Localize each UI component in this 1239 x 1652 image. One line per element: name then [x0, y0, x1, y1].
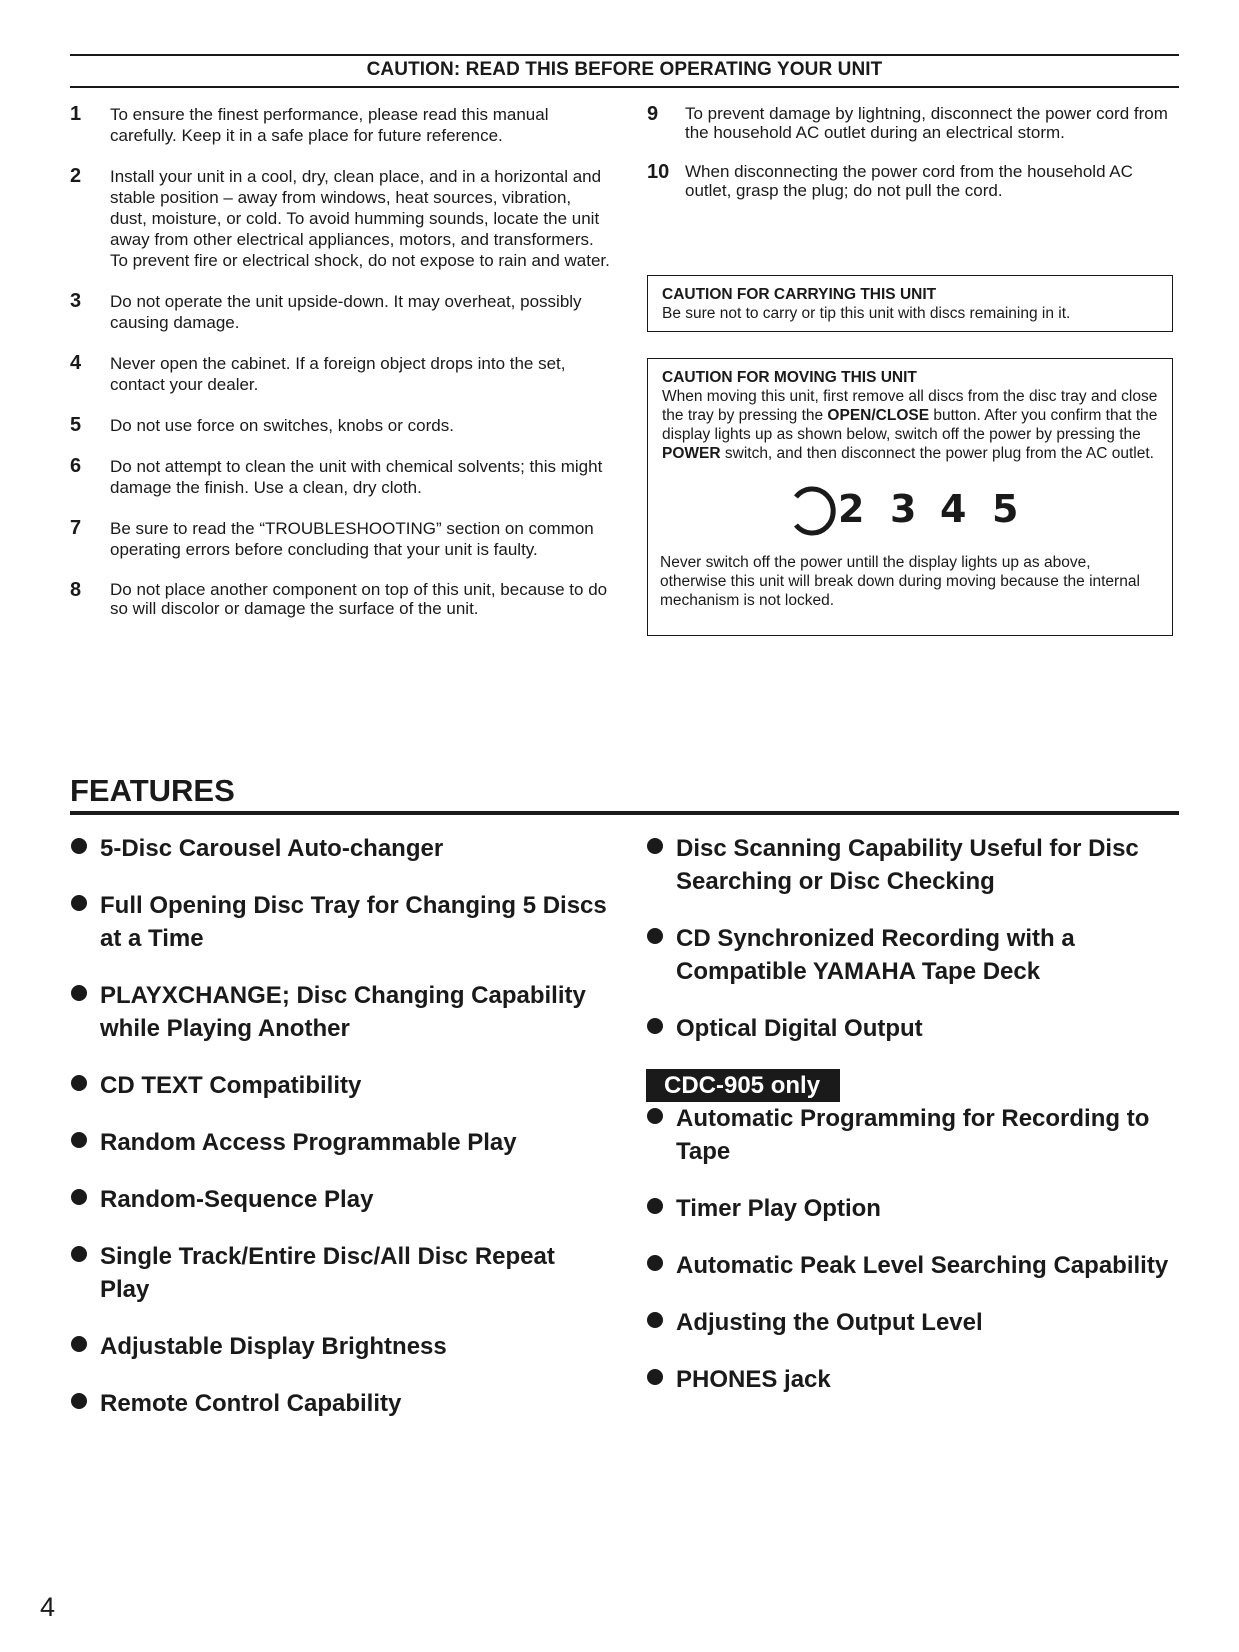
bullet-icon: [71, 895, 87, 911]
move-text-1: When moving this unit, first remove all discs from the disc tray and close the tray by pressing the: [662, 388, 1158, 424]
display-digit: 3: [890, 487, 917, 531]
caution-carrying-box: [647, 275, 1173, 332]
item-text: Install your unit in a cool, dry, clean place, and in a horizontal and stable position – away from windows, heat sources, vibration, dust, moisture, or cold. To avoid humming sounds, locate the unit away from other electrical appliances, motors, and transformers. To prevent fire or electrical shock, do not expose to rain and water.: [110, 167, 610, 270]
feature-item: [70, 1069, 610, 1102]
feature-item: [646, 1249, 1186, 1282]
caution-item: [647, 162, 1179, 200]
feature-item: [70, 1126, 610, 1159]
caution-list-right: [647, 104, 1179, 220]
feature-item: [646, 1192, 1186, 1225]
caution-list-left: [70, 104, 610, 638]
bullet-icon: [71, 1132, 87, 1148]
move-box-title: CAUTION FOR MOVING THIS UNIT: [662, 369, 917, 386]
caution-item: [70, 104, 610, 146]
carry-box-text: Be sure not to carry or tip this unit with discs remaining in it.: [662, 305, 1071, 322]
power-label: POWER: [662, 445, 721, 462]
bullet-icon: [647, 1312, 663, 1328]
disc-ring-icon: [790, 485, 840, 537]
feature-text: Optical Digital Output: [676, 1015, 923, 1042]
bullet-icon: [71, 1336, 87, 1352]
item-number: 8: [70, 579, 82, 601]
feature-text: Timer Play Option: [676, 1195, 881, 1222]
display-digit: 5: [992, 487, 1019, 531]
item-text: When disconnecting the power cord from the household AC outlet, grasp the plug; do not pull the cord.: [685, 162, 1133, 200]
feature-text: PLAYXCHANGE; Disc Changing Capability while Playing Another: [100, 982, 586, 1042]
feature-item: [646, 1363, 1186, 1396]
feature-item: [70, 1183, 610, 1216]
feature-text: Full Opening Disc Tray for Changing 5 Discs at a Time: [100, 892, 607, 952]
page-number: 4: [40, 1592, 56, 1622]
caution-item: [70, 166, 610, 271]
item-number: 4: [70, 352, 82, 374]
bullet-icon: [71, 1246, 87, 1262]
item-number: 2: [70, 165, 82, 187]
feature-item: [70, 1387, 610, 1420]
feature-item: [646, 922, 1186, 988]
bullet-icon: [647, 928, 663, 944]
feature-text: Random Access Programmable Play: [100, 1129, 517, 1156]
item-number: 3: [70, 290, 82, 312]
feature-item: [646, 1306, 1186, 1339]
move-text-2: button. After you confirm that the display lights up as shown below, switch off the power by pressing the: [662, 407, 1158, 443]
item-number: 10: [647, 161, 670, 183]
item-text: Never open the cabinet. If a foreign object drops into the set, contact your dealer.: [110, 354, 566, 394]
item-text: Do not operate the unit upside-down. It may overheat, possibly causing damage.: [110, 292, 582, 332]
feature-item: [646, 1012, 1186, 1045]
item-text: To ensure the finest performance, please read this manual carefully. Keep it in a safe place for future reference.: [110, 105, 549, 145]
feature-text: Remote Control Capability: [100, 1390, 402, 1417]
bullet-icon: [647, 1018, 663, 1034]
caution-item: [70, 353, 610, 395]
caution-moving-box: [647, 358, 1173, 636]
feature-text: Disc Scanning Capability Useful for Disc Searching or Disc Checking: [676, 835, 1139, 895]
feature-item: [70, 979, 610, 1045]
caution-item: [70, 518, 610, 560]
feature-text: CD Synchronized Recording with a Compatible YAMAHA Tape Deck: [676, 925, 1075, 985]
bullet-icon: [71, 985, 87, 1001]
item-text: To prevent damage by lightning, disconnect the power cord from the household AC outlet during an electrical storm.: [685, 104, 1168, 142]
bullet-icon: [71, 1075, 87, 1091]
item-number: 6: [70, 455, 82, 477]
bullet-icon: [647, 1369, 663, 1385]
top-rule: [70, 54, 1179, 56]
features-heading: FEATURES: [70, 773, 235, 808]
item-number: 1: [70, 103, 82, 125]
feature-item: [70, 1330, 610, 1363]
feature-item: [70, 889, 610, 955]
feature-text: Random-Sequence Play: [100, 1186, 374, 1213]
caution-heading-rule: [70, 86, 1179, 88]
display-digit: 2: [838, 487, 865, 531]
feature-text: PHONES jack: [676, 1366, 831, 1393]
item-number: 5: [70, 414, 82, 436]
display-digit: 4: [940, 487, 967, 531]
feature-text: 5-Disc Carousel Auto-changer: [100, 835, 444, 862]
item-number: 9: [647, 103, 659, 125]
feature-text: Automatic Programming for Recording to Tape: [676, 1105, 1150, 1165]
model-badge: CDC-905 only: [646, 1069, 840, 1102]
move-box-text: [662, 387, 1158, 463]
feature-text: Automatic Peak Level Searching Capability: [676, 1252, 1169, 1279]
feature-item: [646, 832, 1186, 898]
bullet-icon: [71, 1393, 87, 1409]
caution-item: [70, 415, 610, 436]
bullet-icon: [647, 1255, 663, 1271]
bullet-icon: [647, 1108, 663, 1124]
item-number: 7: [70, 517, 82, 539]
caution-item: [70, 456, 610, 498]
display-illustration: [662, 471, 1158, 553]
item-text: Do not attempt to clean the unit with chemical solvents; this might damage the finish. Use a clean, dry cloth.: [110, 457, 603, 497]
bullet-icon: [71, 838, 87, 854]
caution-item: [70, 291, 610, 333]
carry-box-title: CAUTION FOR CARRYING THIS UNIT: [662, 286, 937, 303]
feature-text: Adjustable Display Brightness: [100, 1333, 447, 1360]
feature-item: [70, 832, 610, 865]
feature-item: [70, 1240, 610, 1306]
bullet-icon: [647, 1198, 663, 1214]
item-text: Be sure to read the “TROUBLESHOOTING” section on common operating errors before concluding that your unit is faulty.: [110, 519, 594, 559]
feature-text: Adjusting the Output Level: [676, 1309, 983, 1336]
caution-heading: CAUTION: READ THIS BEFORE OPERATING YOUR UNIT: [366, 59, 883, 80]
features-list-right: [646, 832, 1186, 1420]
features-rule: [70, 811, 1179, 815]
open-close-label: OPEN/CLOSE: [827, 407, 930, 424]
move-box-note: Never switch off the power untill the display lights up as above, otherwise this unit will break down during moving because the internal mechanism is not locked.: [660, 554, 1140, 609]
caution-item: [647, 104, 1179, 142]
item-text: Do not place another component on top of this unit, because to do so will discolor or damage the surface of the unit.: [110, 580, 608, 618]
features-list-left: [70, 832, 610, 1444]
item-text: Do not use force on switches, knobs or cords.: [110, 416, 454, 435]
feature-text: CD TEXT Compatibility: [100, 1072, 362, 1099]
bullet-icon: [71, 1189, 87, 1205]
move-text-3: switch, and then disconnect the power plug from the AC outlet.: [720, 445, 1154, 462]
feature-item: [646, 1102, 1186, 1168]
caution-item: [70, 580, 610, 618]
bullet-icon: [647, 838, 663, 854]
feature-text: Single Track/Entire Disc/All Disc Repeat Play: [100, 1243, 555, 1303]
